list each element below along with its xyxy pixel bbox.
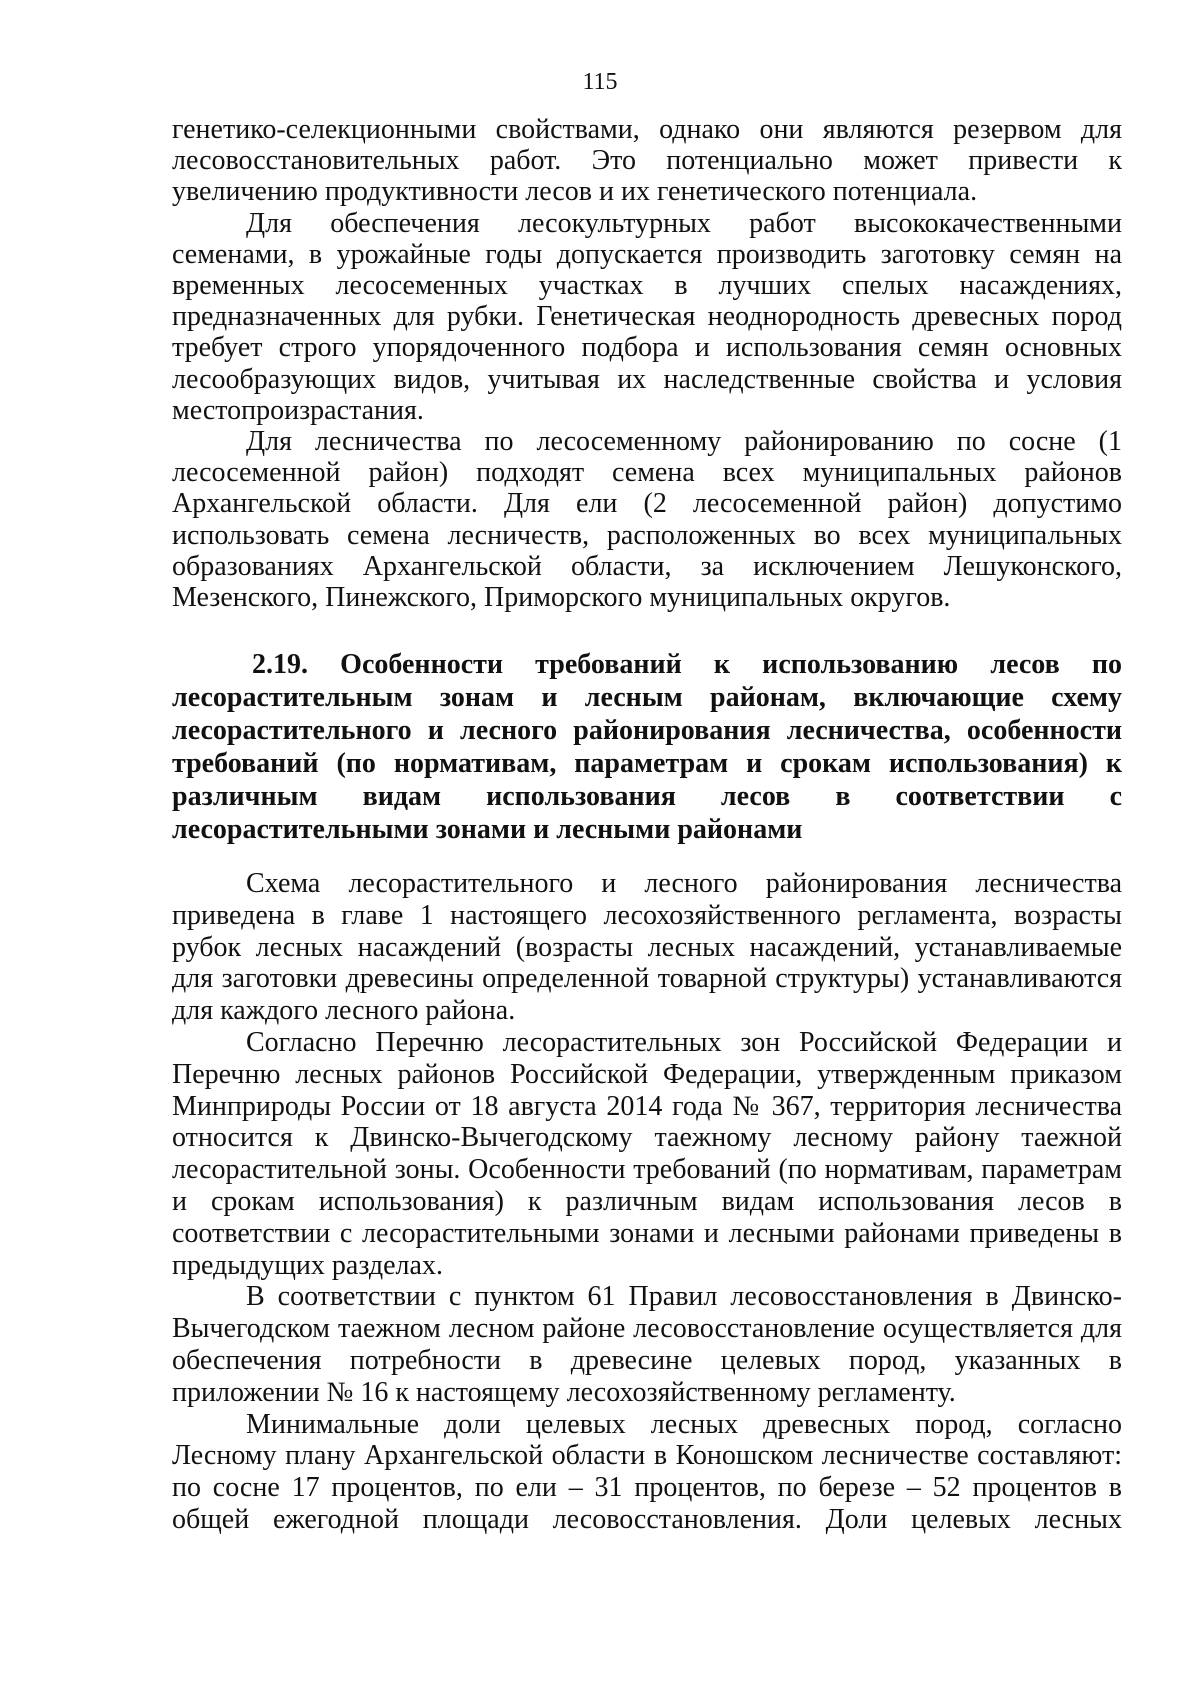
- paragraph: Минимальные доли целевых лесных древесных пород, согласно Лесному плану Архангельской области в Коношском лесничестве составляют: по сосне 17 процентов, по ели – 31 процентов, по березе – 52 процентов в общей ежегодной площади лесовосстановления. Доли целевых лесных: [172, 1408, 1122, 1535]
- paragraph: Согласно Перечню лесорастительных зон Российской Федерации и Перечню лесных районов Российской Федерации, утвержденным приказом Минприроды России от 18 августа 2014 года № 367, территория лесничества относится к Двинско-Вычегодскому таежному лесному району таежной лесорастительной зоны. Особенности требований (по нормативам, параметрам и срокам использования) к различным видам использования лесов в соответствии с лесорастительными зонами и лесными районами приведены в предыдущих разделах.: [172, 1026, 1122, 1281]
- paragraph: В соответствии с пунктом 61 Правил лесовосстановления в Двинско-Вычегодском таежном лесном районе лесовосстановление осуществляется для обеспечения потребности в древесине целевых пород, указанных в приложении № 16 к настоящему лесохозяйственному регламенту.: [172, 1281, 1122, 1408]
- paragraph: Для лесничества по лесосеменному районированию по сосне (1 лесосеменной район) подходят семена всех муниципальных районов Архангельской области. Для ели (2 лесосеменной район) допустимо использовать семена лесничеств, расположенных во всех муниципальных образованиях Архангельской области, за исключением Лешуконского, Мезенского, Пинежского, Приморского муниципальных округов.: [172, 426, 1122, 614]
- body-text-top: [172, 114, 1122, 613]
- page-number: 115: [582, 69, 618, 95]
- paragraph: генетико-селекционными свойствами, однако они являются резервом для лесовосстановительных работ. Это потенциально может привести к увеличению продуктивности лесов и их генетического потенциала.: [172, 114, 1122, 208]
- paragraph: Схема лесорастительного и лесного районирования лесничества приведена в главе 1 настоящего лесохозяйственного регламента, возрасты рубок лесных насаждений (возрасты лесных насаждений, устанавливаемые для заготовки древесины определенной товарной структуры) устанавливаются для каждого лесного района.: [172, 868, 1122, 1027]
- body-text-bottom: [172, 868, 1122, 1536]
- section-heading: 2.19. Особенности требований к использованию лесов по лесорастительным зонам и лесным районам, включающие схему лесорастительного и лесного районирования лесничества, особенности требований (по нормативам, параметрам и срокам использования) к различным видам использования лесов в соответствии с лесорастительными зонами и лесными районами: [172, 649, 1122, 845]
- paragraph: Для обеспечения лесокультурных работ высококачественными семенами, в урожайные годы допускается производить заготовку семян на временных лесосеменных участках в лучших спелых насаждениях, предназначенных для рубки. Генетическая неоднородность древесных пород требует строго упорядоченного подбора и использования семян основных лесообразующих видов, учитывая их наследственные свойства и условия местопроизрастания.: [172, 207, 1122, 426]
